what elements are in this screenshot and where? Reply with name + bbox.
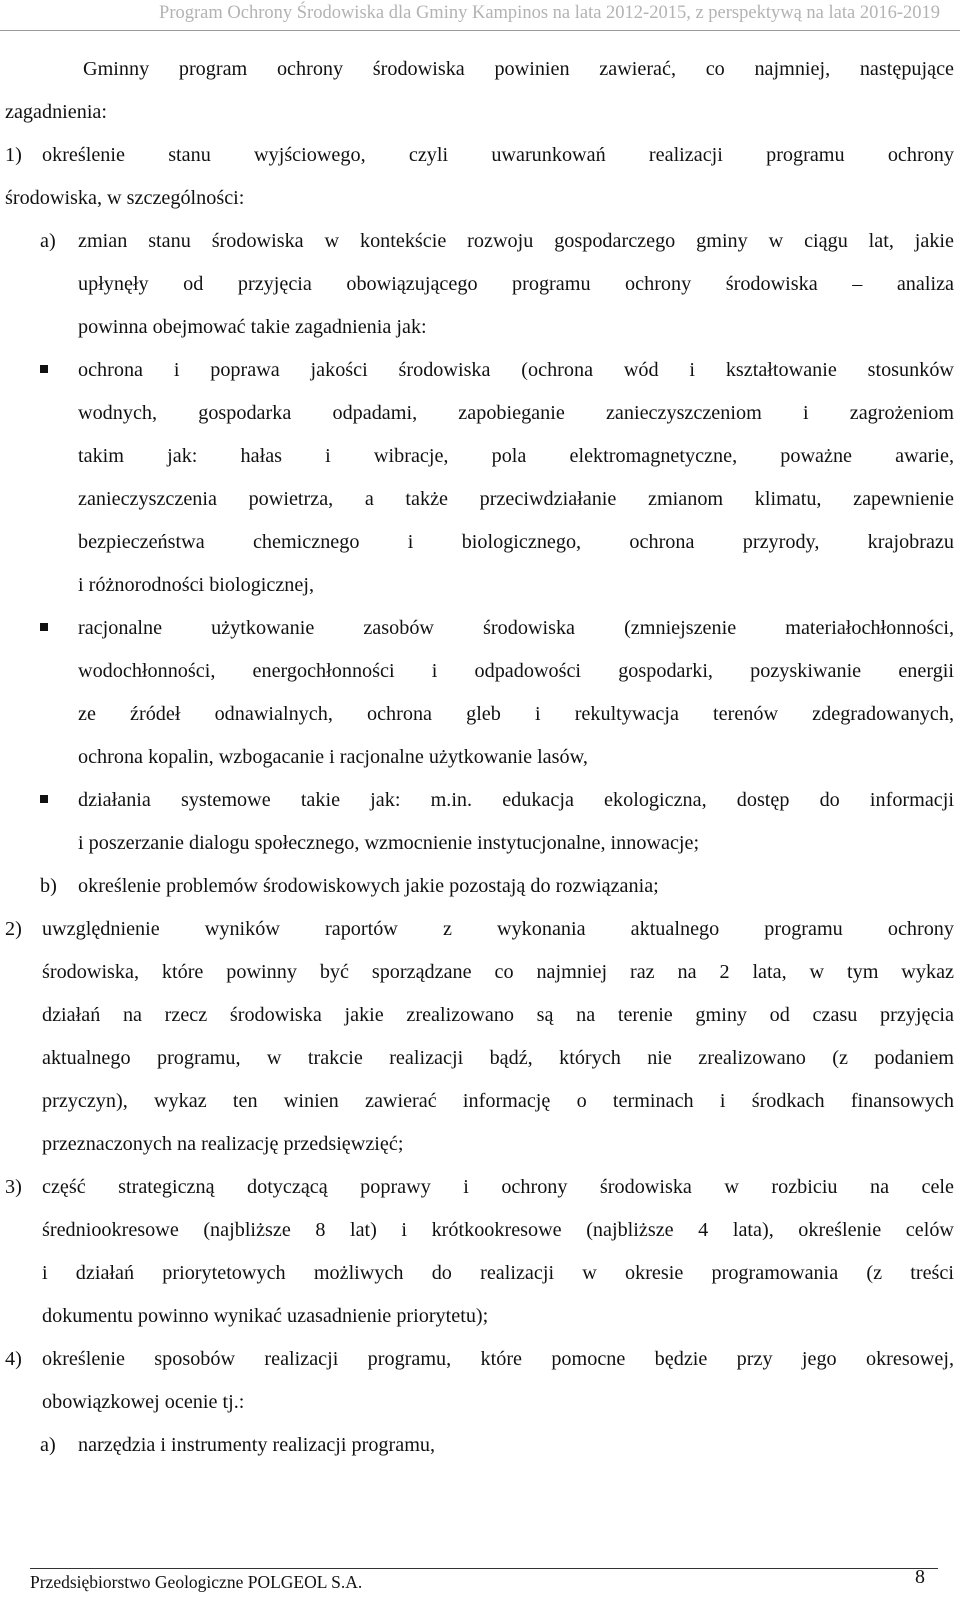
list-item-1 — [0, 134, 954, 177]
sub-item-4a-marker: a) — [40, 1434, 56, 1456]
intro-line-1: Gminny program ochrony środowiska powinien zawierać, co najmniej, następujące — [83, 58, 954, 80]
sub-item-1b — [0, 865, 954, 908]
running-header: Program Ochrony Środowiska dla Gminy Kampinos na lata 2012-2015, z perspektywą na lata 2016-2019 — [159, 3, 940, 23]
list-item-1-line: określenie stanu wyjściowego, czyli uwarunkowań realizacji programu ochrony — [42, 144, 954, 166]
list-item-3-line: średniookresowe (najbliższe 8 lat) i krótkookresowe (najbliższe 4 lata), określenie celów — [42, 1219, 954, 1241]
list-item-3-line: dokumentu powinno wynikać uzasadnienie priorytetu); — [42, 1305, 489, 1327]
intro-paragraph — [0, 48, 954, 134]
sub-item-1a-line: powinna obejmować takie zagadnienia jak: — [78, 316, 427, 338]
list-item-3-line: część strategiczną dotyczącą poprawy i ochrony środowiska w rozbiciu na cele — [42, 1176, 954, 1198]
bullet-item-2 — [0, 607, 954, 779]
square-bullet-icon — [40, 623, 48, 631]
list-item-3-marker: 3) — [5, 1176, 22, 1198]
document-body — [0, 48, 954, 1467]
bullet-item-2-line: ochrona kopalin, wzbogacanie i racjonalne użytkowanie lasów, — [78, 746, 588, 768]
list-item-2-marker: 2) — [5, 918, 22, 940]
square-bullet-icon — [40, 795, 48, 803]
list-item-4-marker: 4) — [5, 1348, 22, 1370]
header-divider — [0, 30, 960, 31]
sub-item-1b-marker: b) — [40, 875, 57, 897]
list-item-1-marker: 1) — [5, 144, 22, 166]
list-item-3-line: i działań priorytetowych możliwych do realizacji w okresie programowania (z treści — [42, 1262, 954, 1284]
bullet-item-3-line: i poszerzanie dialogu społecznego, wzmocnienie instytucjonalne, innowacje; — [78, 832, 700, 854]
list-item-2-line: przeznaczonych na realizację przedsięwzięć; — [42, 1133, 404, 1155]
list-item-2-line: środowiska, które powinny być sporządzane co najmniej raz na 2 lata, w tym wykaz — [42, 961, 954, 983]
sub-item-1b-line: określenie problemów środowiskowych jakie pozostają do rozwiązania; — [78, 875, 659, 897]
sub-item-4a-line: narzędzia i instrumenty realizacji programu, — [78, 1434, 436, 1456]
sub-item-4a — [0, 1424, 954, 1467]
sub-item-1a-marker: a) — [40, 230, 56, 252]
bullet-item-2-line: racjonalne użytkowanie zasobów środowiska (zmniejszenie materiałochłonności, — [78, 617, 954, 639]
list-item-2-line: przyczyn), wykaz ten winien zawierać informację o terminach i środkach finansowych — [42, 1090, 954, 1112]
list-item-4-line: obowiązkowej ocenie tj.: — [42, 1391, 245, 1413]
bullet-item-2-line: wodochłonności, energochłonności i odpadowości gospodarki, pozyskiwanie energii — [78, 660, 954, 682]
list-item-4-line: określenie sposobów realizacji programu, które pomocne będzie przy jego okresowej, — [42, 1348, 954, 1370]
sub-item-1a — [0, 220, 954, 349]
bullet-item-1-line: takim jak: hałas i wibracje, pola elektromagnetyczne, poważne awarie, — [78, 445, 954, 467]
list-item-1-line: środowiska, w szczególności: — [5, 187, 245, 209]
bullet-item-3-line: działania systemowe takie jak: m.in. edukacja ekologiczna, dostęp do informacji — [78, 789, 954, 811]
list-item-3 — [0, 1166, 954, 1338]
bullet-item-1-line: ochrona i poprawa jakości środowiska (ochrona wód i kształtowanie stosunków — [78, 359, 954, 381]
list-item-2 — [0, 908, 954, 1166]
list-item-2-line: działań na rzecz środowiska jakie zrealizowano są na terenie gminy od czasu przyjęcia — [42, 1004, 954, 1026]
list-item-4 — [0, 1338, 954, 1424]
bullet-item-1-line: wodnych, gospodarka odpadami, zapobieganie zanieczyszczeniom i zagrożeniom — [78, 402, 954, 424]
bullet-item-2-line: ze źródeł odnawialnych, ochrona gleb i rekultywacja terenów zdegradowanych, — [78, 703, 954, 725]
bullet-item-1-line: zanieczyszczenia powietrza, a także przeciwdziałanie zmianom klimatu, zapewnienie — [78, 488, 954, 510]
footer-company: Przedsiębiorstwo Geologiczne POLGEOL S.A. — [30, 1572, 363, 1592]
intro-line-2: zagadnienia: — [5, 101, 108, 123]
page-number: 8 — [915, 1566, 925, 1588]
footer-divider — [30, 1568, 938, 1569]
sub-item-1a-line: upłynęły od przyjęcia obowiązującego programu ochrony środowiska – analiza — [78, 273, 954, 295]
bullet-item-3 — [0, 779, 954, 865]
list-item-1-continuation — [0, 177, 954, 220]
list-item-2-line: aktualnego programu, w trakcie realizacji bądź, których nie zrealizowano (z podaniem — [42, 1047, 954, 1069]
bullet-item-1-line: i różnorodności biologicznej, — [78, 574, 315, 596]
bullet-item-1-line: bezpieczeństwa chemicznego i biologicznego, ochrona przyrody, krajobrazu — [78, 531, 954, 553]
square-bullet-icon — [40, 365, 48, 373]
sub-item-1a-line: zmian stanu środowiska w kontekście rozwoju gospodarczego gminy w ciągu lat, jakie — [78, 230, 954, 252]
list-item-2-line: uwzględnienie wyników raportów z wykonania aktualnego programu ochrony — [42, 918, 954, 940]
bullet-item-1 — [0, 349, 954, 607]
